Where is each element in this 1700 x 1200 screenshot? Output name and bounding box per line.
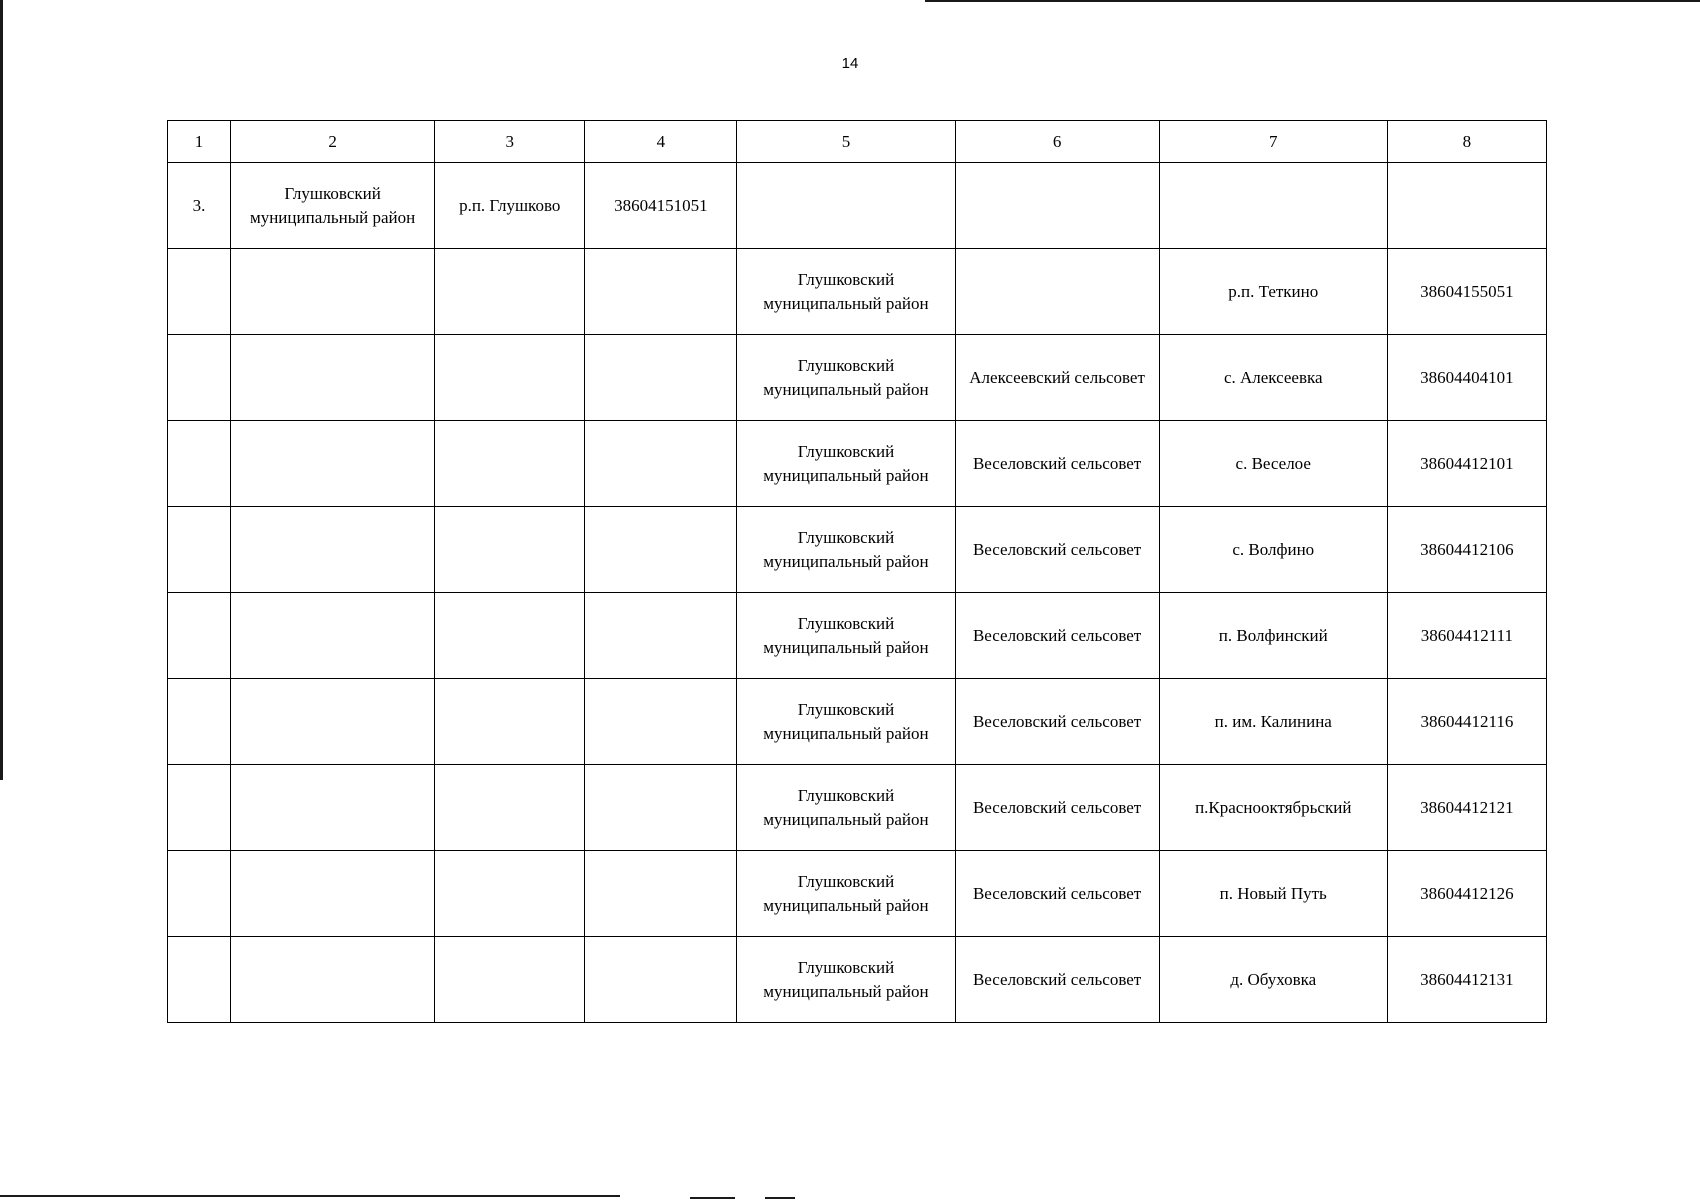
row-number-cell: [168, 851, 231, 937]
settlement-cell: Веселовский сельсовет: [955, 507, 1159, 593]
municipal-district-cell: Глушковский муниципальный район: [737, 593, 955, 679]
municipal-district-cell: Глушковский муниципальный район: [737, 421, 955, 507]
admin-center-cell: [435, 851, 585, 937]
district-cell: [231, 249, 435, 335]
oktmo-district-cell: [585, 937, 737, 1023]
locality-cell: с. Веселое: [1159, 421, 1387, 507]
oktmo-locality-cell: [1387, 163, 1546, 249]
row-number-cell: [168, 421, 231, 507]
table-body: [168, 163, 1547, 1023]
oktmo-district-cell: [585, 679, 737, 765]
row-number-cell: [168, 593, 231, 679]
oktmo-district-cell: [585, 335, 737, 421]
district-cell: [231, 765, 435, 851]
oktmo-district-cell: [585, 249, 737, 335]
column-header: 1: [168, 121, 231, 163]
district-cell: [231, 679, 435, 765]
district-cell: Глушковский муниципальный район: [231, 163, 435, 249]
admin-center-cell: [435, 335, 585, 421]
row-number-cell: [168, 335, 231, 421]
municipal-district-cell: Глушковский муниципальный район: [737, 335, 955, 421]
row-number-cell: [168, 937, 231, 1023]
oktmo-locality-cell: 38604404101: [1387, 335, 1546, 421]
district-cell: [231, 421, 435, 507]
oktmo-locality-cell: 38604412101: [1387, 421, 1546, 507]
settlement-cell: [955, 163, 1159, 249]
admin-center-cell: [435, 507, 585, 593]
locality-cell: п. Новый Путь: [1159, 851, 1387, 937]
locality-cell: с. Алексеевка: [1159, 335, 1387, 421]
table-row: [168, 765, 1547, 851]
column-number-row: [168, 121, 1547, 163]
table-row: [168, 335, 1547, 421]
district-cell: [231, 851, 435, 937]
column-header: 5: [737, 121, 955, 163]
scan-edge-bottom: [0, 1195, 620, 1197]
oktmo-locality-cell: 38604412111: [1387, 593, 1546, 679]
page-number: 14: [841, 55, 859, 72]
district-cell: [231, 937, 435, 1023]
district-cell: [231, 507, 435, 593]
settlement-cell: [955, 249, 1159, 335]
admin-center-cell: р.п. Глушково: [435, 163, 585, 249]
table-row: [168, 249, 1547, 335]
oktmo-district-cell: [585, 507, 737, 593]
scan-edge-bottom-fragment: [765, 1197, 795, 1199]
locality-cell: с. Волфино: [1159, 507, 1387, 593]
locality-cell: [1159, 163, 1387, 249]
admin-center-cell: [435, 249, 585, 335]
column-header: 3: [435, 121, 585, 163]
municipal-table: [167, 120, 1547, 1023]
settlement-cell: Алексеевский сельсовет: [955, 335, 1159, 421]
table-row: [168, 593, 1547, 679]
admin-center-cell: [435, 937, 585, 1023]
oktmo-locality-cell: 38604155051: [1387, 249, 1546, 335]
district-cell: [231, 593, 435, 679]
settlement-cell: Веселовский сельсовет: [955, 593, 1159, 679]
table-row: [168, 421, 1547, 507]
locality-cell: р.п. Теткино: [1159, 249, 1387, 335]
settlement-cell: Веселовский сельсовет: [955, 851, 1159, 937]
oktmo-district-cell: [585, 851, 737, 937]
table-row: [168, 937, 1547, 1023]
column-header: 8: [1387, 121, 1546, 163]
table-row: [168, 507, 1547, 593]
oktmo-district-cell: [585, 421, 737, 507]
row-number-cell: [168, 679, 231, 765]
oktmo-district-cell: [585, 765, 737, 851]
oktmo-locality-cell: 38604412116: [1387, 679, 1546, 765]
scan-edge-bottom-fragment: [690, 1197, 735, 1199]
settlement-cell: Веселовский сельсовет: [955, 421, 1159, 507]
table-row: [168, 163, 1547, 249]
admin-center-cell: [435, 421, 585, 507]
municipal-district-cell: [737, 163, 955, 249]
locality-cell: д. Обуховка: [1159, 937, 1387, 1023]
municipal-district-cell: Глушковский муниципальный район: [737, 765, 955, 851]
row-number-cell: [168, 249, 231, 335]
settlement-cell: Веселовский сельсовет: [955, 679, 1159, 765]
admin-center-cell: [435, 679, 585, 765]
locality-cell: п. им. Калинина: [1159, 679, 1387, 765]
oktmo-locality-cell: 38604412131: [1387, 937, 1546, 1023]
oktmo-locality-cell: 38604412106: [1387, 507, 1546, 593]
table-row: [168, 851, 1547, 937]
municipal-district-cell: Глушковский муниципальный район: [737, 937, 955, 1023]
municipal-district-cell: Глушковский муниципальный район: [737, 507, 955, 593]
district-cell: [231, 335, 435, 421]
column-header: 4: [585, 121, 737, 163]
table-row: [168, 679, 1547, 765]
municipal-district-cell: Глушковский муниципальный район: [737, 249, 955, 335]
oktmo-locality-cell: 38604412121: [1387, 765, 1546, 851]
settlement-cell: Веселовский сельсовет: [955, 937, 1159, 1023]
settlement-cell: Веселовский сельсовет: [955, 765, 1159, 851]
row-number-cell: [168, 507, 231, 593]
locality-cell: п. Волфинский: [1159, 593, 1387, 679]
scan-edge-left: [0, 0, 3, 780]
oktmo-district-cell: 38604151051: [585, 163, 737, 249]
row-number-cell: [168, 765, 231, 851]
admin-center-cell: [435, 593, 585, 679]
locality-cell: п.Краснооктябрьский: [1159, 765, 1387, 851]
municipal-district-cell: Глушковский муниципальный район: [737, 679, 955, 765]
column-header: 2: [231, 121, 435, 163]
admin-center-cell: [435, 765, 585, 851]
column-header: 6: [955, 121, 1159, 163]
oktmo-locality-cell: 38604412126: [1387, 851, 1546, 937]
column-header: 7: [1159, 121, 1387, 163]
municipal-district-cell: Глушковский муниципальный район: [737, 851, 955, 937]
scan-edge-top: [925, 0, 1700, 2]
oktmo-district-cell: [585, 593, 737, 679]
row-number-cell: 3.: [168, 163, 231, 249]
